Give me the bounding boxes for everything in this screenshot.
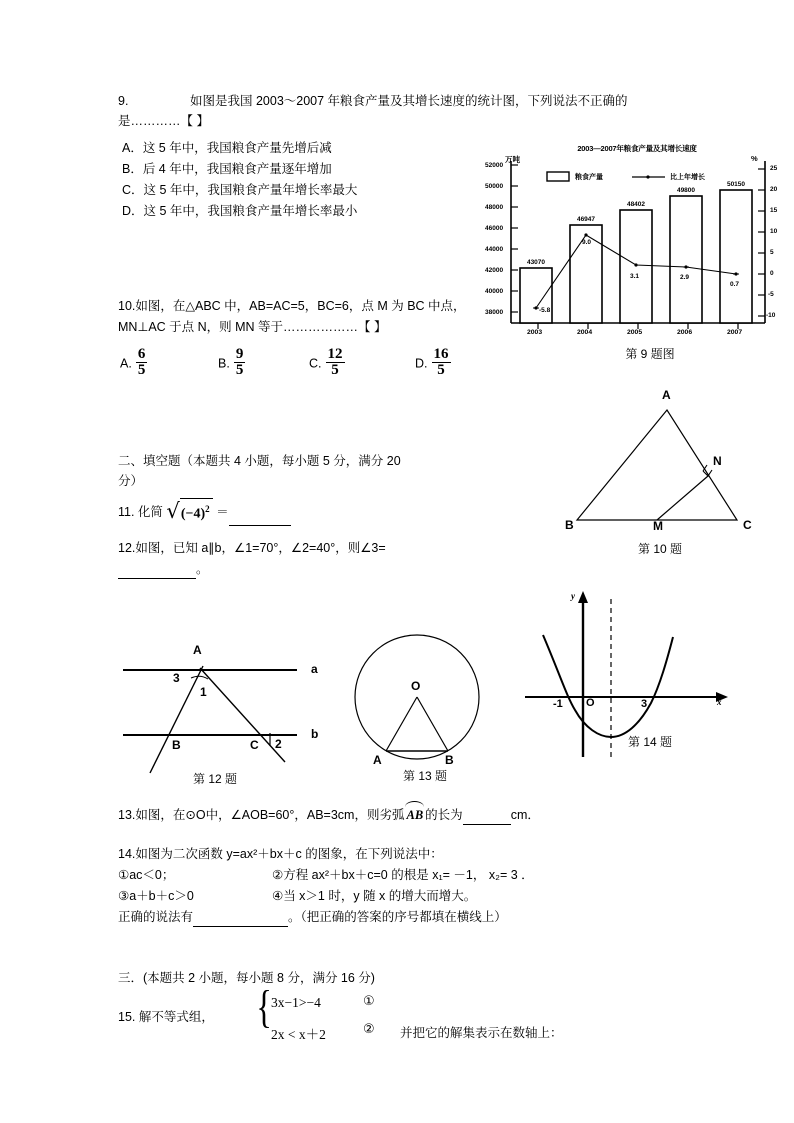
q10-choice-b-fraction [234,347,246,378]
q10-choice-a-label: A. [120,356,132,371]
question-14-item3: ③a＋b＋c＞0 [118,889,194,903]
question-10-line2: MN⊥AC 于点 N，则 MN 等于………………【 】 [118,320,387,334]
q11-exponent: 2 [205,504,210,514]
q13-text-pre: 13.如图，在⊙O中，∠AOB=60°，AB=3cm，则劣弧 [118,808,405,822]
q10-choice-b-label: B. [218,356,230,371]
question-9-stem-line2: 是…………【 】 [118,114,209,128]
q15-equation-2-number [363,1022,375,1037]
q10-choice-c-numerator: 12 [327,346,343,362]
q13-unit: cm． [510,808,540,822]
q10-choice-d-fraction [432,347,451,378]
q12-angle-2-label: 2 [275,737,282,751]
q12-angle-3-label: 3 [173,671,180,685]
question-11 [118,500,291,526]
question-12-figure-caption: 第 12 题 [192,772,238,786]
chart-right-tick-0: 25 [770,165,778,172]
q10-choice-a-fraction [136,347,148,378]
question-9-number [118,92,128,111]
question-14-line1: 14.如图为二次函数 y=ax²＋bx＋c 的图象，在下列说法中： [118,847,443,861]
chart-year-2004: 2004 [577,329,593,336]
chart-right-axis-unit: % [751,154,758,163]
q14-root-right-label: 3 [641,698,648,710]
chart-bar-value-2005: 48402 [626,201,646,208]
chart-legend-bar-label: 粮食产量 [575,174,603,181]
q14-answer-blank[interactable] [193,914,288,927]
q15-equation-1-number [363,994,375,1009]
q12-answer-blank[interactable] [118,566,196,579]
question-10-figure-caption: 第 10 题 [637,542,683,556]
question-14-item1: ①ac＜0； [118,868,175,882]
triangle-vertex-a-label: A [662,388,671,402]
q11-radicand-text: (−4) [180,506,206,522]
chart-left-tick-5: 42000 [485,267,504,274]
chart-bar-value-2004: 46947 [576,216,596,223]
q15-equation-1-text: 3x−1>−4 [271,995,321,1010]
q13-answer-blank[interactable] [463,812,511,825]
q14-y-axis-label: y [571,591,575,601]
q10-choice-c-label: C. [309,356,322,371]
question-14-figure-caption: 第 14 题 [627,735,673,749]
question-9-choice-d[interactable]: D．这 5 年中，我国粮食产量年增长率最小 [122,204,358,218]
chart-title: 2003—2007年粮食产量及其增长速度 [577,144,697,153]
q15-equation-2-number-text: ② [363,1022,375,1037]
radical-sign-icon: √ [166,498,180,523]
q11-equals: ＝ [216,505,229,520]
triangle-point-m-label: M [653,519,663,533]
triangle-vertex-c-label: C [743,518,752,532]
triangle-vertex-b-label: B [565,518,574,532]
q14-root-left-label: -1 [553,698,563,710]
chart-year-2007: 2007 [727,329,743,336]
chart-line-value-2004: 9.0 [582,239,592,246]
chart-right-tick-1: 20 [770,186,778,193]
q9-number-label: 9. [118,94,129,108]
chart-right-tick-4: 5 [770,249,774,256]
q10-choice-a-denominator: 5 [137,362,146,378]
q11-radical-expression [166,498,212,524]
q13-point-a-label: A [373,753,382,767]
question-9-chart-figure [487,143,787,343]
q13-point-b-label: B [445,753,454,767]
q15-equation-2-text: 2x < x＋2 [271,1027,326,1042]
q14-answer-suffix: 。（把正确的答案的序号都填在横线上） [288,910,507,924]
chart-plot-area [487,143,787,343]
question-13-figure-caption: 第 13 题 [402,769,448,783]
question-12-figure [115,625,340,785]
q14-answer-prefix: 正确的说法有 [118,910,194,924]
q12-point-c-label: C [250,738,259,752]
question-9-figure-caption: 第 9 题图 [625,347,675,361]
question-9-choice-c[interactable]: C．这 5 年中，我国粮食产量年增长率最大 [122,183,358,197]
chart-left-tick-3: 46000 [485,225,504,232]
q10-choice-c-fraction [326,347,345,378]
q12-point-a-label: A [193,643,202,657]
question-14-item4: ④当 x＞1 时，y 随 x 的增大而增大。 [272,889,477,903]
chart-line-value-2003: -5.8 [539,307,551,314]
q15-equation-2 [271,1023,326,1043]
q15-equation-1 [271,995,321,1011]
chart-bar-value-2006: 49800 [676,187,696,194]
q15-brace-icon: { [256,981,272,1032]
q12-point-b-label: B [172,738,181,752]
q14-x-axis-label: x [717,697,722,707]
q13-arc-ab [404,806,425,825]
question-9-choice-a[interactable]: A．这 5 年中，我国粮食产量先增后减 [122,141,332,155]
question-14-item2: ②方程 ax²＋bx＋c=0 的根是 x₁= －1， x₂= 3 ． [272,868,534,882]
chart-year-2003: 2003 [527,329,543,336]
chart-line-value-2007: 0.7 [730,281,740,288]
triangle-point-n-label: N [713,454,722,468]
q10-choice-d-label: D. [415,356,428,371]
q12-angle-1-label: 1 [200,685,207,699]
q13-center-o-label: O [411,679,421,693]
question-13-text [118,806,540,825]
chart-right-tick-3: 10 [770,228,778,235]
question-10-line1: 10.如图，在△ABC 中，AB=AC=5，BC=6，点 M 为 BC 中点， [118,299,466,313]
section-2-heading-line2: 分） [118,474,144,488]
section-2-heading-line1: 二、填空题（本题共 4 小题，每小题 5 分，满分 20 [118,454,401,468]
q12-line-b-label: b [311,727,319,741]
chart-left-tick-0: 52000 [485,162,504,169]
q13-arc-label-text: AB [406,808,424,822]
question-10-choice-b[interactable] [218,348,245,379]
parallel-lines-svg [115,625,340,785]
q11-answer-blank[interactable] [229,513,291,526]
question-10-choice-a[interactable] [120,348,147,379]
q10-choice-a-numerator: 6 [137,346,146,362]
q10-choice-d-numerator: 16 [433,346,449,362]
chart-line-value-2005: 3.1 [630,273,640,280]
question-12-line2 [118,560,209,579]
chart-right-tick-5: 0 [770,270,774,277]
q15-equation-1-number-text: ① [363,994,375,1009]
q10-choice-d-denominator: 5 [432,362,451,378]
q10-choice-c-denominator: 5 [326,362,345,378]
chart-left-tick-7: 38000 [485,309,504,316]
q14-origin-label: O [586,697,595,709]
question-14-answer-line [118,908,507,927]
question-9-choice-b[interactable]: B．后 4 年中，我国粮食产量逐年增加 [122,162,332,176]
chart-left-tick-4: 44000 [485,246,504,253]
chart-left-tick-2: 48000 [485,204,504,211]
question-15-prefix: 15. 解不等式组， [118,1010,214,1024]
q10-choice-b-denominator: 5 [235,362,244,378]
question-14-figure [515,585,735,760]
q13-text-post: 的长为 [425,808,463,822]
question-10-choice-d[interactable] [415,348,451,379]
chart-right-tick-6: -5 [768,291,774,298]
q11-radicand [180,498,213,524]
chart-bar-value-2003: 43070 [526,259,546,266]
q10-choice-b-numerator: 9 [235,346,244,362]
section-3-heading: 三．(本题共 2 小题，每小题 8 分，满分 16 分) [118,971,375,985]
q12-line-a-label: a [311,662,318,676]
chart-right-tick-2: 15 [770,207,778,214]
q12-degree-symbol: 。 [196,562,209,576]
chart-year-2005: 2005 [627,329,643,336]
question-10-choice-c[interactable] [309,348,345,379]
question-9-stem-line1: 如图是我国 2003～2007 年粮食产量及其增长速度的统计图，下列说法不正确的 [190,94,628,108]
chart-left-tick-1: 50000 [485,183,504,190]
question-12-line1: 12.如图，已知 a∥b，∠1=70°，∠2=40°，则∠3= [118,541,386,555]
chart-bar-value-2007: 50150 [726,181,746,188]
chart-line-value-2006: 2.9 [680,274,690,281]
chart-left-tick-6: 40000 [485,288,504,295]
question-15-suffix: 并把它的解集表示在数轴上： [400,1026,563,1040]
chart-year-2006: 2006 [677,329,693,336]
chart-legend-line-label: 比上年增长 [670,174,705,181]
question-13-figure [345,625,535,785]
q11-prefix: 11. 化简 [118,505,163,520]
question-10-triangle-figure [545,382,785,556]
chart-right-tick-7: -10 [766,312,776,319]
chart-left-axis-unit: 万吨 [505,155,520,164]
